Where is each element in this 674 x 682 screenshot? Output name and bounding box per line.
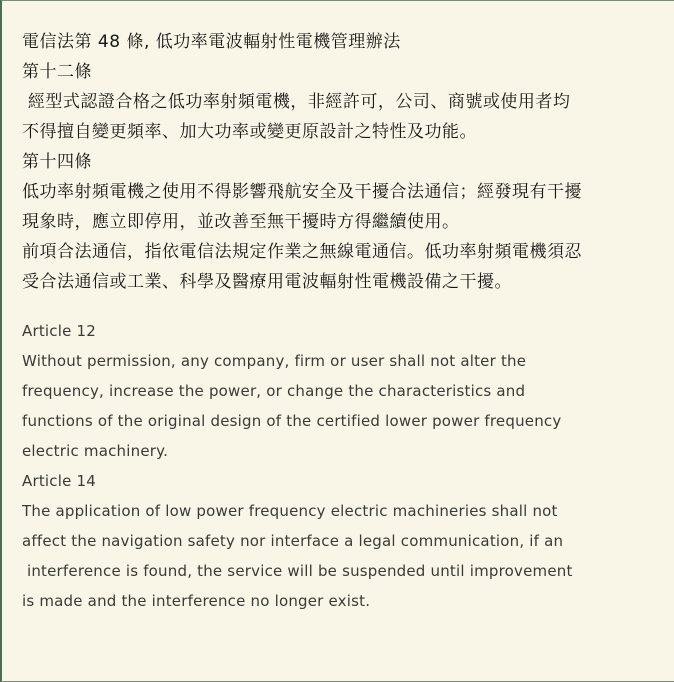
english-translation-block [22,316,656,616]
text-line: 不得擅自變更頻率、加大功率或變更原設計之特性及功能。 [22,122,477,142]
text-line: functions of the original design of the certified lower power frequency [22,412,562,430]
text-line: 受合法通信或工業、科學及醫療用電波輻射性電機設備之干擾。 [22,272,512,292]
text-line: 現象時，應立即停用，並改善至無干擾時方得繼續使用。 [22,212,460,232]
chinese-regulation-block [22,27,656,297]
text-line: is made and the interference no longer exist. [22,592,371,610]
text-line: 低功率射頻電機之使用不得影響飛航安全及干擾合法通信；經發現有干擾 [22,182,582,202]
article-12-heading-en: Article 12 [22,322,96,340]
text-line: 前項合法通信，指依電信法規定作業之無線電通信。低功率射頻電機須忍 [22,242,582,262]
text-line: Without permission, any company, firm or user shall not alter the [22,352,527,370]
text-line: 經型式認證合格之低功率射頻電機，非經許可，公司、商號或使用者均 [22,92,571,112]
text-line: electric machinery. [22,442,169,460]
text-line: affect the navigation safety nor interface a legal communication, if an [22,532,564,550]
regulation-title: 電信法第 48 條, 低功率電波輻射性電機管理辦法 [22,32,401,52]
text-line: The application of low power frequency electric machineries shall not [22,502,558,520]
article-12-heading-zh: 第十二條 [22,62,92,82]
article-14-heading-zh: 第十四條 [22,152,92,172]
article-14-heading-en: Article 14 [22,472,96,490]
text-line: interference is found, the service will be suspended until improvement [22,562,573,580]
text-line: frequency, increase the power, or change the characteristics and [22,382,526,400]
document-body [2,1,674,616]
